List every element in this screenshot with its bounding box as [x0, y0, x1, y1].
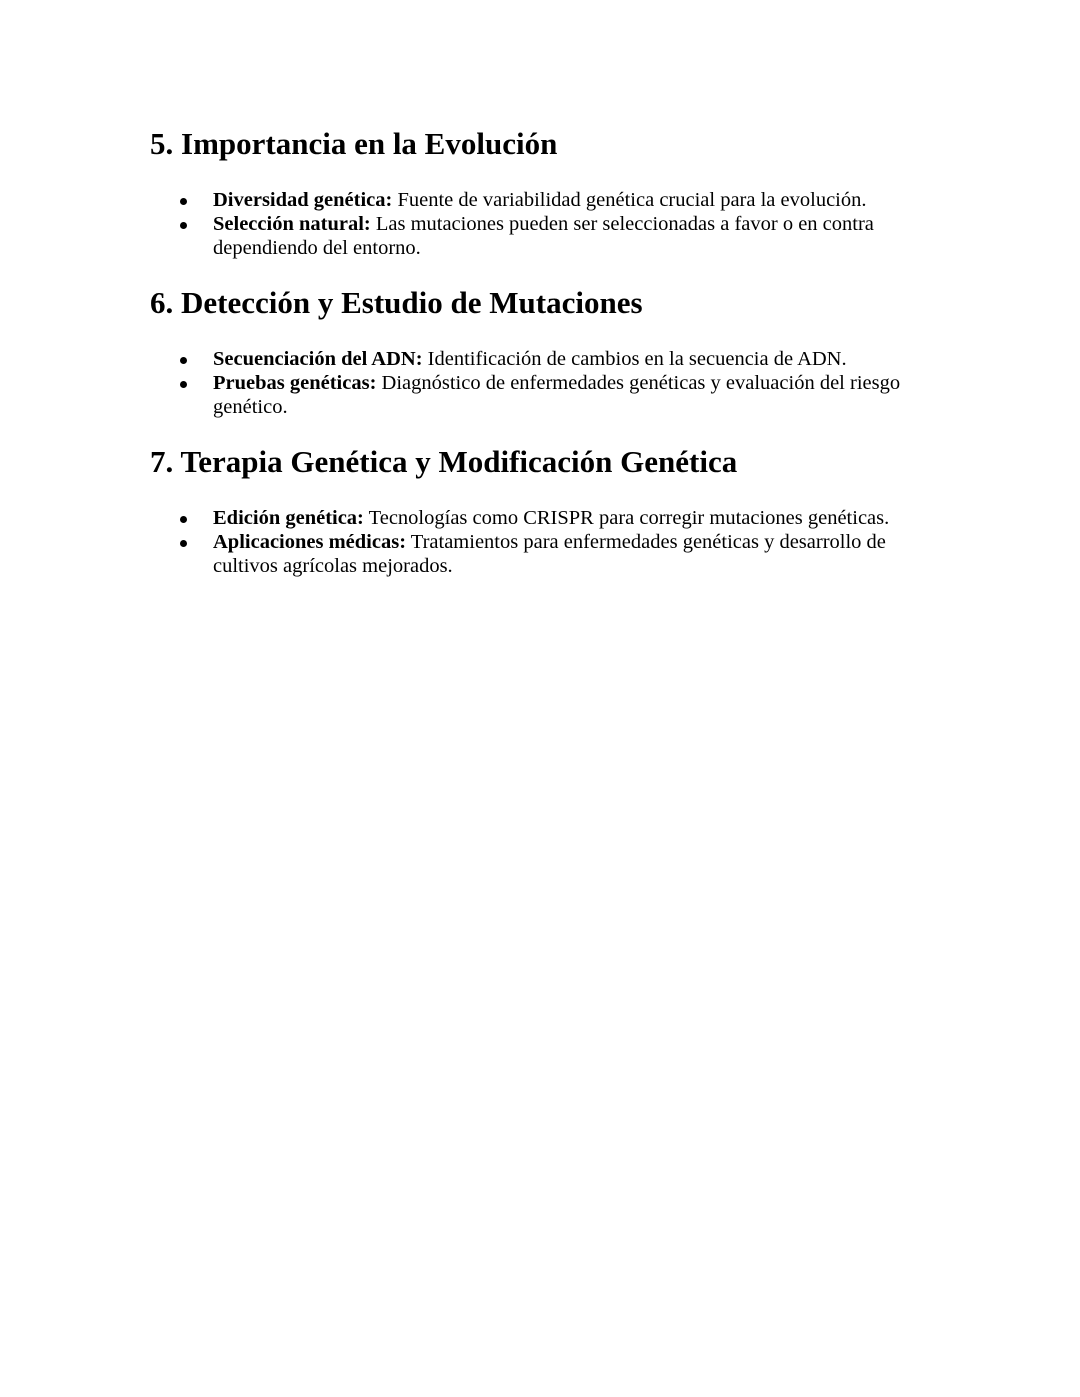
- section-detection: [150, 284, 940, 419]
- bullet-list: [150, 506, 940, 578]
- bullet-icon: [180, 357, 187, 364]
- item-term: Selección natural:: [213, 213, 371, 235]
- bullet-icon: [180, 198, 187, 205]
- item-term: Pruebas genéticas:: [213, 372, 377, 394]
- list-item: [150, 347, 940, 371]
- item-text: Fuente de variabilidad genética crucial para la evolución.: [392, 189, 867, 211]
- section-heading: 6. Detección y Estudio de Mutaciones: [150, 285, 643, 320]
- bullet-icon: [180, 222, 187, 229]
- item-text: Diagnóstico de enfermedades genéticas y evaluación del riesgo genético.: [213, 372, 901, 418]
- bullet-icon: [180, 516, 187, 523]
- item-term: Secuenciación del ADN:: [213, 348, 423, 370]
- section-evolution: [150, 125, 940, 260]
- list-item: [150, 212, 940, 260]
- list-item: [150, 506, 940, 530]
- bullet-icon: [180, 540, 187, 547]
- section-gene-therapy: [150, 443, 940, 578]
- item-term: Edición genética:: [213, 507, 364, 529]
- list-item: [150, 530, 940, 578]
- item-text: Identificación de cambios en la secuencia de ADN.: [422, 348, 847, 370]
- item-term: Diversidad genética:: [213, 189, 393, 211]
- section-heading: 5. Importancia en la Evolución: [150, 126, 558, 161]
- list-item: [150, 371, 940, 419]
- item-text: Tratamientos para enfermedades genéticas y desarrollo de cultivos agrícolas mejorados.: [213, 531, 886, 577]
- item-text: Tecnologías como CRISPR para corregir mutaciones genéticas.: [363, 507, 890, 529]
- section-heading: 7. Terapia Genética y Modificación Genética: [150, 444, 738, 479]
- list-item: [150, 188, 940, 212]
- item-text: Las mutaciones pueden ser seleccionadas a favor o en contra dependiendo del entorno.: [213, 213, 874, 259]
- bullet-list: [150, 188, 940, 260]
- bullet-list: [150, 347, 940, 419]
- item-term: Aplicaciones médicas:: [213, 531, 407, 553]
- bullet-icon: [180, 381, 187, 388]
